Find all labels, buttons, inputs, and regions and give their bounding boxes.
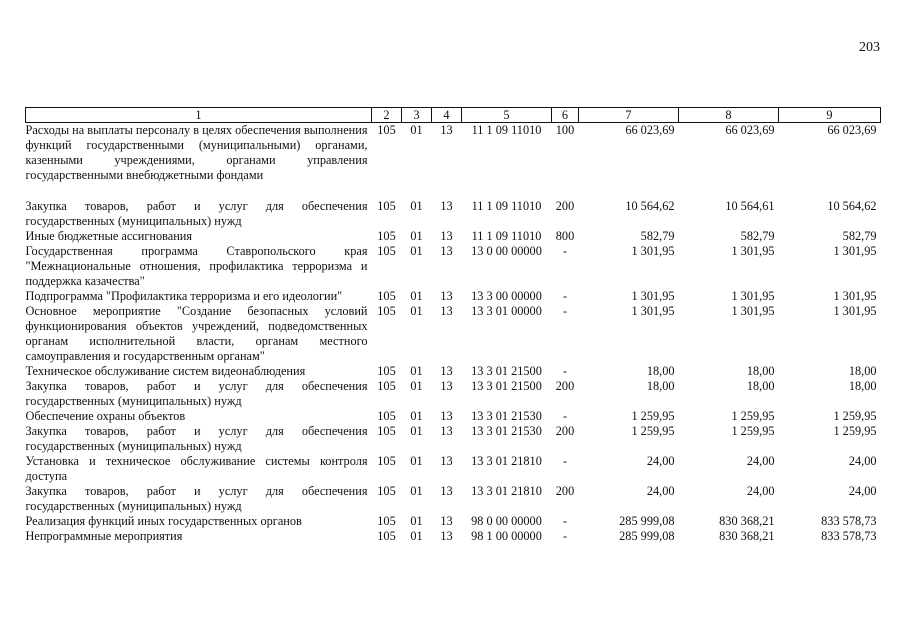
- row-code-target: 13 3 01 21500: [471, 379, 542, 393]
- table-row: [26, 199, 881, 229]
- row-name: Закупка товаров, работ и услуг для обеспечения государственных (муниципальных) нужд: [25, 484, 368, 513]
- row-code-expense-type: 100: [555, 123, 575, 137]
- row-name: Техническое обслуживание систем видеонаблюдения: [25, 364, 306, 378]
- column-header: 1: [26, 108, 372, 123]
- row-amount-col8: 18,00: [746, 364, 775, 378]
- row-code-target: 11 1 09 11010: [471, 123, 542, 137]
- row-name: Закупка товаров, работ и услуг для обеспечения государственных (муниципальных) нужд: [25, 379, 368, 408]
- row-code-subsection: 13: [440, 244, 453, 258]
- row-code-expense-type: 800: [555, 229, 575, 243]
- row-amount-col9: 10 564,62: [827, 199, 877, 213]
- row-code-subsection: 13: [440, 364, 453, 378]
- row-code-ministry: 105: [377, 199, 396, 213]
- row-code-ministry: 105: [377, 304, 396, 318]
- row-name: Подпрограмма "Профилактика терроризма и его идеологии": [25, 289, 343, 303]
- row-amount-col8: 830 368,21: [719, 529, 775, 543]
- table-row: [26, 484, 881, 514]
- row-name: Закупка товаров, работ и услуг для обеспечения государственных (муниципальных) нужд: [25, 199, 368, 228]
- row-amount-col8: 1 301,95: [731, 289, 775, 303]
- row-code-section: 01: [410, 123, 423, 137]
- row-code-subsection: 13: [440, 304, 453, 318]
- table-row: [26, 529, 881, 544]
- row-code-target: 11 1 09 11010: [471, 199, 542, 213]
- row-amount-col9: 1 301,95: [833, 289, 877, 303]
- row-code-target: 13 3 01 21810: [471, 454, 542, 468]
- row-code-expense-type: -: [562, 364, 568, 378]
- row-code-expense-type: -: [562, 244, 568, 258]
- row-code-target: 13 3 00 00000: [471, 289, 542, 303]
- row-code-ministry: 105: [377, 484, 396, 498]
- row-amount-col8: 24,00: [746, 454, 775, 468]
- row-amount-col9: 833 578,73: [821, 514, 877, 528]
- row-code-target: 13 3 01 21500: [471, 364, 542, 378]
- row-code-ministry: 105: [377, 123, 396, 137]
- row-code-section: 01: [410, 424, 423, 438]
- row-code-section: 01: [410, 304, 423, 318]
- table-row: [26, 304, 881, 364]
- row-amount-col7: 24,00: [646, 484, 675, 498]
- row-amount-col7: 1 259,95: [631, 424, 675, 438]
- row-code-expense-type: -: [562, 514, 568, 528]
- header-row: [26, 108, 881, 123]
- row-name: Иные бюджетные ассигнования: [25, 229, 193, 243]
- row-amount-col8: 1 259,95: [731, 409, 775, 423]
- row-code-ministry: 105: [377, 424, 396, 438]
- row-name: Государственная программа Ставропольского края "Межнациональные отношения, профилактика терроризма и поддержка казачества": [25, 244, 368, 288]
- row-name: Обеспечение охраны объектов: [25, 409, 186, 423]
- row-code-subsection: 13: [440, 424, 453, 438]
- row-name: Закупка товаров, работ и услуг для обеспечения государственных (муниципальных) нужд: [25, 424, 368, 453]
- row-name: Установка и техническое обслуживание системы контроля доступа: [25, 454, 368, 483]
- row-code-target: 11 1 09 11010: [471, 229, 542, 243]
- row-amount-col9: 1 301,95: [833, 304, 877, 318]
- row-amount-col8: 66 023,69: [725, 123, 775, 137]
- row-code-section: 01: [410, 229, 423, 243]
- column-header: 4: [432, 108, 462, 123]
- row-amount-col8: 1 301,95: [731, 244, 775, 258]
- row-amount-col8: 830 368,21: [719, 514, 775, 528]
- row-amount-col9: 18,00: [848, 364, 877, 378]
- table-row: [26, 123, 881, 200]
- row-code-section: 01: [410, 514, 423, 528]
- row-code-subsection: 13: [440, 199, 453, 213]
- row-code-target: 13 3 01 21530: [471, 424, 542, 438]
- row-code-target: 13 3 01 21810: [471, 484, 542, 498]
- row-code-expense-type: -: [562, 409, 568, 423]
- row-code-section: 01: [410, 244, 423, 258]
- row-code-ministry: 105: [377, 529, 396, 543]
- row-code-section: 01: [410, 364, 423, 378]
- row-amount-col7: 285 999,08: [619, 529, 675, 543]
- row-code-expense-type: 200: [555, 199, 575, 213]
- row-amount-col7: 66 023,69: [625, 123, 675, 137]
- row-amount-col9: 66 023,69: [827, 123, 877, 137]
- row-code-section: 01: [410, 379, 423, 393]
- row-amount-col9: 1 259,95: [833, 424, 877, 438]
- table-row: [26, 364, 881, 379]
- row-amount-col9: 833 578,73: [821, 529, 877, 543]
- row-code-subsection: 13: [440, 484, 453, 498]
- row-amount-col9: 1 301,95: [833, 244, 877, 258]
- row-code-ministry: 105: [377, 454, 396, 468]
- table-row: [26, 229, 881, 244]
- row-amount-col9: 18,00: [848, 379, 877, 393]
- row-code-ministry: 105: [377, 514, 396, 528]
- row-amount-col8: 582,79: [740, 229, 775, 243]
- row-amount-col8: 24,00: [746, 484, 775, 498]
- row-code-subsection: 13: [440, 454, 453, 468]
- row-code-section: 01: [410, 409, 423, 423]
- row-name: Непрограммные мероприятия: [25, 529, 183, 543]
- row-amount-col7: 24,00: [646, 454, 675, 468]
- row-amount-col9: 582,79: [842, 229, 877, 243]
- row-name: Основное мероприятие "Создание безопасных условий функционирования объектов учреждений, подведомственных органам исполнительной власти, органам местного самоуправления и государственным органам": [25, 304, 368, 363]
- column-header: 6: [552, 108, 579, 123]
- row-amount-col7: 285 999,08: [619, 514, 675, 528]
- row-code-subsection: 13: [440, 514, 453, 528]
- column-header: 7: [579, 108, 679, 123]
- table-row: [26, 379, 881, 409]
- row-amount-col9: 24,00: [848, 454, 877, 468]
- row-amount-col7: 1 301,95: [631, 244, 675, 258]
- row-code-ministry: 105: [377, 379, 396, 393]
- row-code-expense-type: -: [562, 454, 568, 468]
- row-code-expense-type: 200: [555, 424, 575, 438]
- table-row: [26, 244, 881, 289]
- table-row: [26, 409, 881, 424]
- row-code-ministry: 105: [377, 289, 396, 303]
- row-code-ministry: 105: [377, 229, 396, 243]
- page-number: 203: [859, 40, 880, 55]
- row-code-subsection: 13: [440, 289, 453, 303]
- row-name: Реализация функций иных государственных органов: [25, 514, 302, 528]
- table-row: [26, 424, 881, 454]
- row-code-ministry: 105: [377, 364, 396, 378]
- row-code-subsection: 13: [440, 409, 453, 423]
- row-code-section: 01: [410, 454, 423, 468]
- row-amount-col7: 18,00: [646, 379, 675, 393]
- row-code-expense-type: 200: [555, 484, 575, 498]
- row-amount-col7: 1 259,95: [631, 409, 675, 423]
- row-code-expense-type: 200: [555, 379, 575, 393]
- row-amount-col8: 18,00: [746, 379, 775, 393]
- row-code-section: 01: [410, 199, 423, 213]
- table-row: [26, 514, 881, 529]
- column-header: 3: [402, 108, 432, 123]
- row-name: Расходы на выплаты персоналу в целях обеспечения выполнения функций государственными (муниципальными) органами, казенными учреждениями, органами управления государственными внебюджетными фондами: [25, 123, 368, 182]
- budget-table: [25, 107, 881, 544]
- row-code-ministry: 105: [377, 244, 396, 258]
- column-header: 2: [372, 108, 402, 123]
- row-code-expense-type: -: [562, 304, 568, 318]
- row-code-expense-type: -: [562, 529, 568, 543]
- row-amount-col8: 1 301,95: [731, 304, 775, 318]
- row-code-subsection: 13: [440, 529, 453, 543]
- row-code-target: 13 3 01 21530: [471, 409, 542, 423]
- row-code-section: 01: [410, 289, 423, 303]
- row-code-target: 13 3 01 00000: [471, 304, 542, 318]
- row-code-target: 98 0 00 00000: [471, 514, 542, 528]
- table-row: [26, 454, 881, 484]
- row-code-subsection: 13: [440, 229, 453, 243]
- row-amount-col7: 10 564,62: [625, 199, 675, 213]
- table-row: [26, 289, 881, 304]
- row-amount-col7: 582,79: [640, 229, 675, 243]
- row-code-target: 13 0 00 00000: [471, 244, 542, 258]
- row-amount-col7: 1 301,95: [631, 289, 675, 303]
- row-amount-col7: 18,00: [646, 364, 675, 378]
- row-amount-col9: 1 259,95: [833, 409, 877, 423]
- row-amount-col9: 24,00: [848, 484, 877, 498]
- row-code-subsection: 13: [440, 123, 453, 137]
- row-code-expense-type: -: [562, 289, 568, 303]
- column-header: 9: [779, 108, 881, 123]
- row-amount-col8: 1 259,95: [731, 424, 775, 438]
- row-code-section: 01: [410, 484, 423, 498]
- row-code-ministry: 105: [377, 409, 396, 423]
- row-amount-col8: 10 564,61: [725, 199, 775, 213]
- column-header: 5: [462, 108, 552, 123]
- row-amount-col7: 1 301,95: [631, 304, 675, 318]
- row-code-section: 01: [410, 529, 423, 543]
- row-code-target: 98 1 00 00000: [471, 529, 542, 543]
- column-header: 8: [679, 108, 779, 123]
- row-code-subsection: 13: [440, 379, 453, 393]
